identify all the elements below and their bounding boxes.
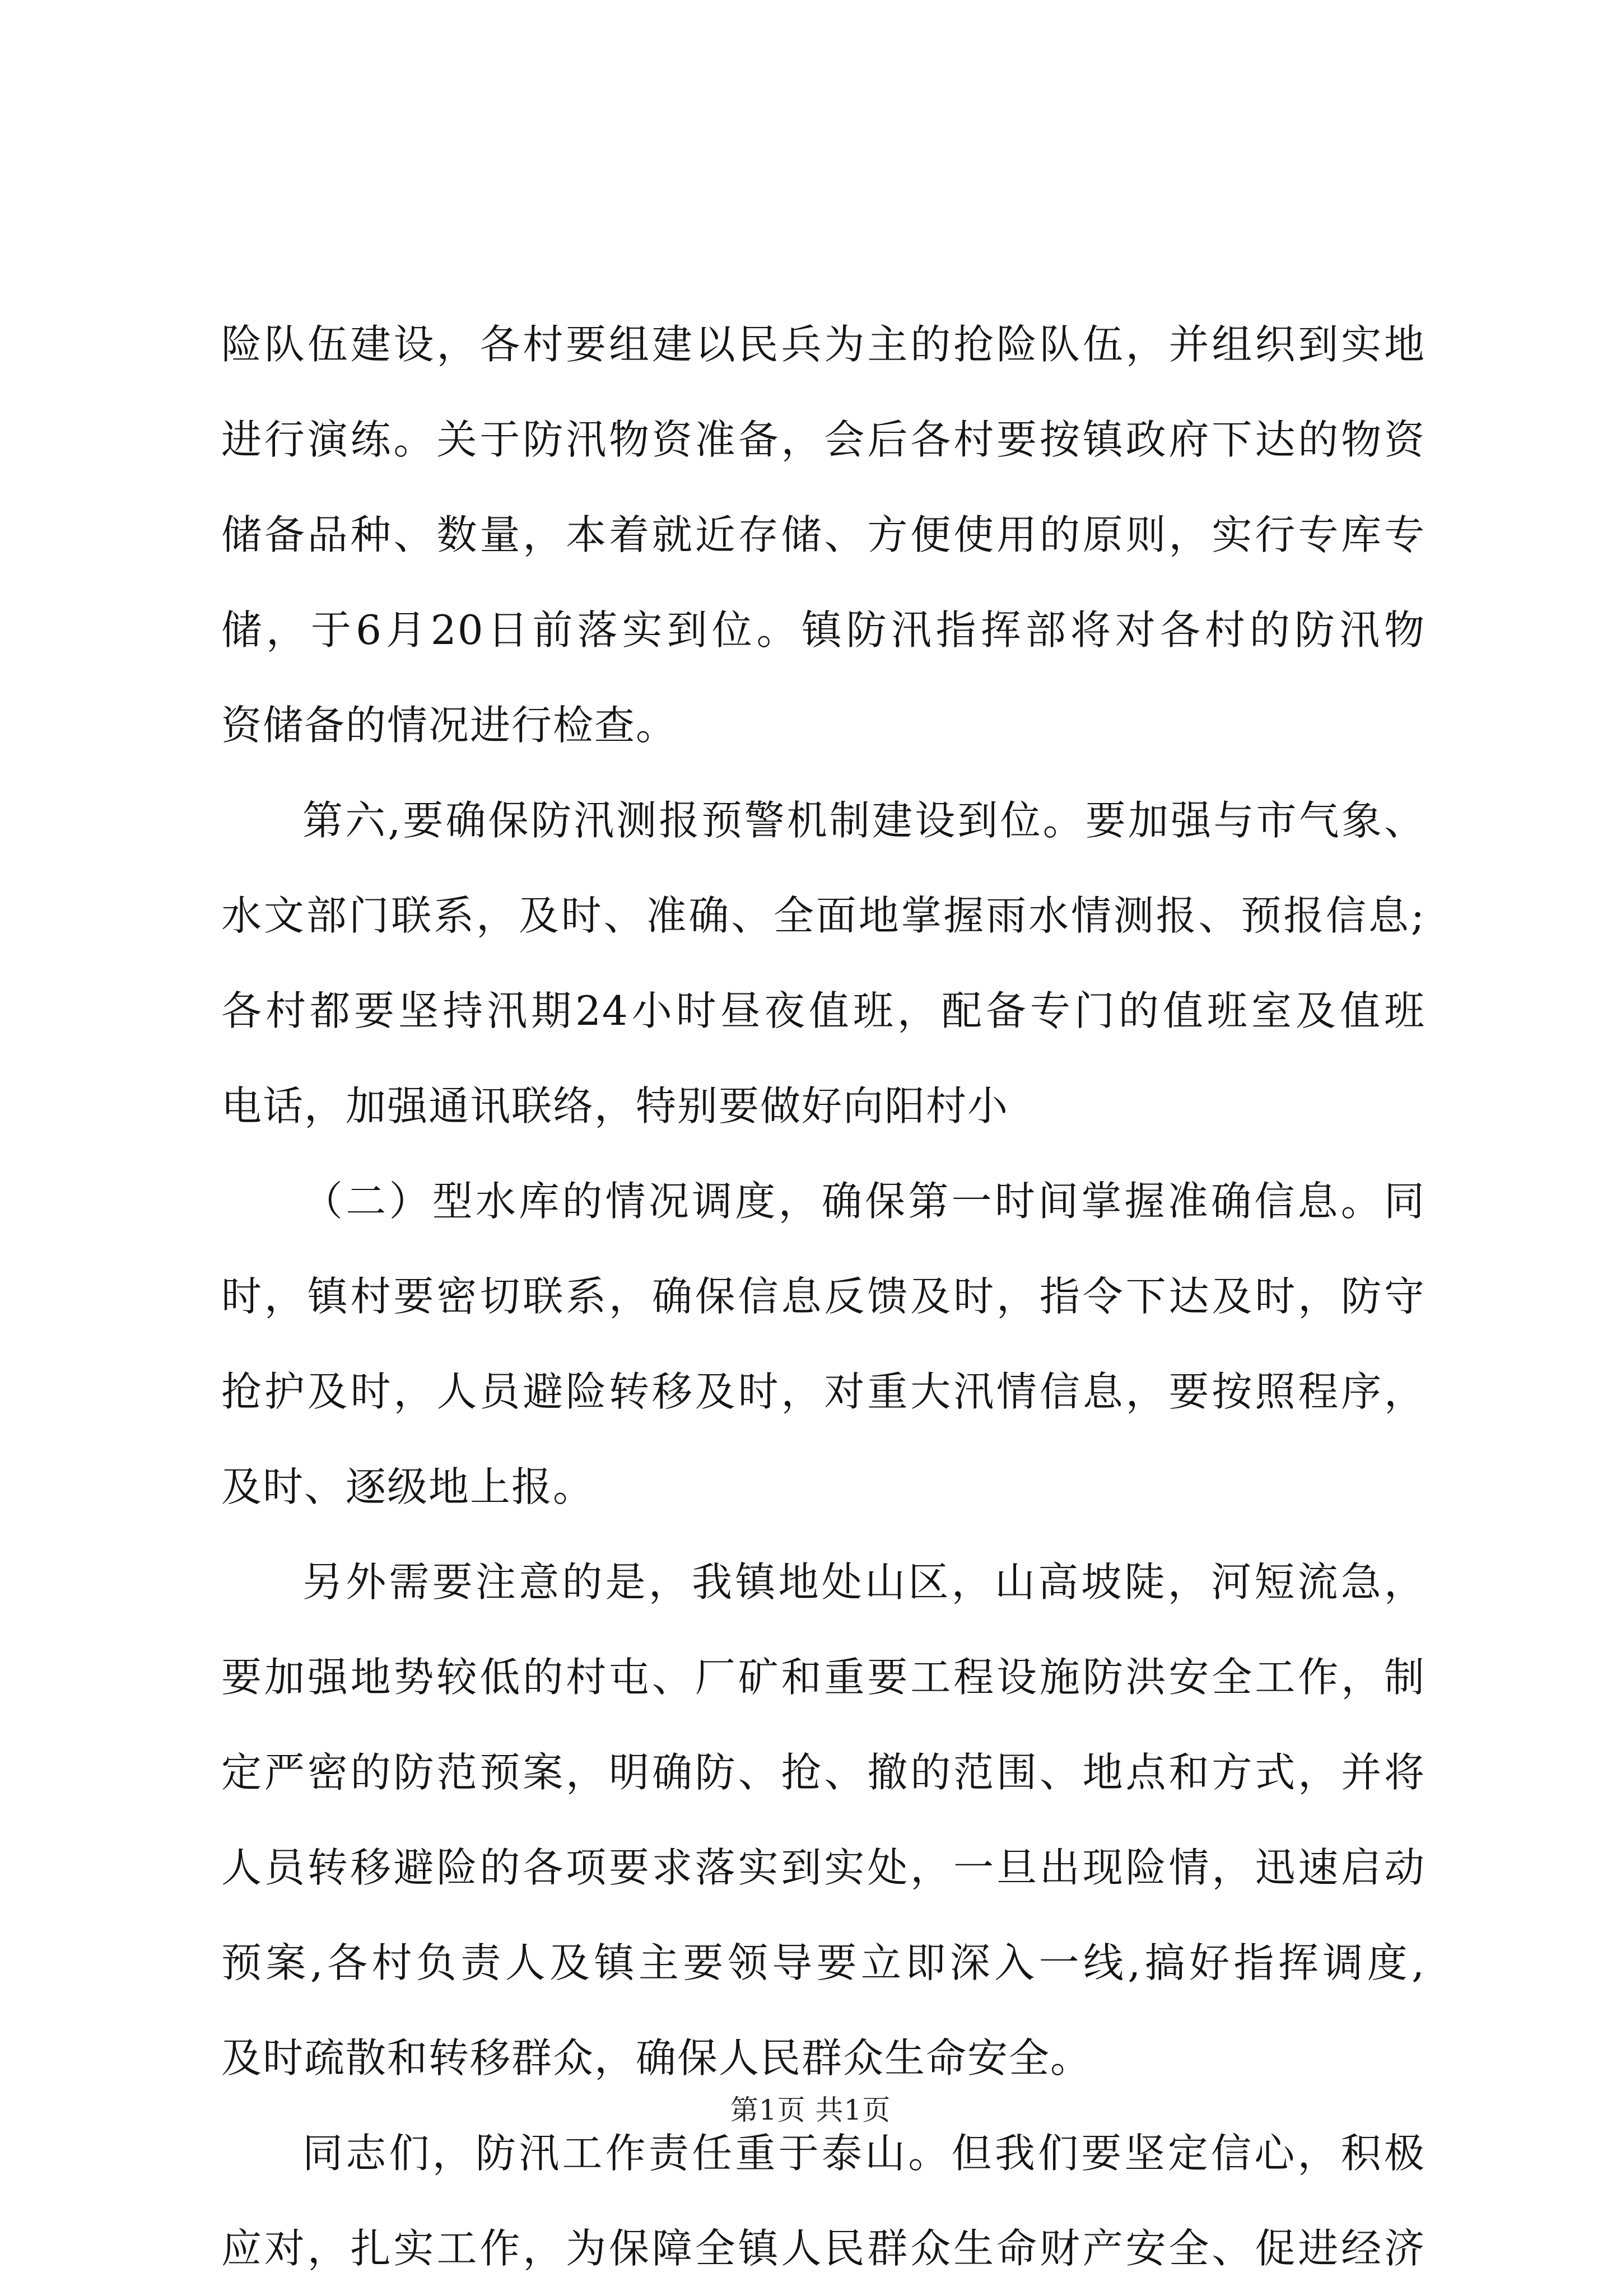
paragraph-line: 储备品种、数量，本着就近存储、方便使用的原则，实行专库专 bbox=[221, 511, 1426, 558]
paragraph-line: 险队伍建设，各村要组建以民兵为主的抢险队伍，并组织到实地 bbox=[221, 321, 1426, 368]
paragraph-line: 第六,要确保防汛测报预警机制建设到位。要加强与市气象、 bbox=[302, 797, 1426, 844]
paragraph-line: 定严密的防范预案，明确防、抢、撤的范围、地点和方式，并将 bbox=[221, 1749, 1426, 1796]
paragraph-line: 各村都要坚持汛期24小时昼夜值班，配备专门的值班室及值班 bbox=[221, 987, 1426, 1034]
paragraph-line: 人员转移避险的各项要求落实到实处，一旦出现险情，迅速启动 bbox=[221, 1844, 1426, 1891]
paragraph-line: 进行演练。关于防汛物资准备，会后各村要按镇政府下达的物资 bbox=[221, 416, 1426, 463]
paragraph-line: 同志们，防汛工作责任重于泰山。但我们要坚定信心，积极 bbox=[302, 2130, 1426, 2177]
paragraph-line: 资储备的情况进行检查。 bbox=[221, 702, 678, 749]
paragraph-line: 储，于6月20日前落实到位。镇防汛指挥部将对各村的防汛物 bbox=[221, 606, 1426, 654]
paragraph-line: 预案,各村负责人及镇主要领导要立即深入一线,搞好指挥调度, bbox=[221, 1939, 1426, 1986]
document-body bbox=[221, 297, 1426, 2296]
paragraph-line: 抢护及时，人员避险转移及时，对重大汛情信息，要按照程序， bbox=[221, 1368, 1426, 1415]
paragraph-line: （二）型水库的情况调度，确保第一时间掌握准确信息。同 bbox=[302, 1178, 1426, 1225]
paragraph-line: 电话，加强通讯联络，特别要做好向阳村小 bbox=[221, 1082, 1009, 1130]
page-footer: 第1页 共1页 bbox=[730, 2094, 891, 2126]
paragraph-line: 及时疏散和转移群众，确保人民群众生命安全。 bbox=[221, 2034, 1092, 2082]
paragraph-line: 时，镇村要密切联系，确保信息反馈及时，指令下达及时，防守 bbox=[221, 1273, 1426, 1320]
paragraph-line: 应对，扎实工作，为保障全镇人民群众生命财产安全、促进经济 bbox=[221, 2225, 1426, 2272]
paragraph-line: 水文部门联系，及时、准确、全面地掌握雨水情测报、预报信息; bbox=[221, 892, 1426, 939]
paragraph-line: 另外需要注意的是，我镇地处山区，山高坡陡，河短流急， bbox=[302, 1558, 1426, 1606]
paragraph-line: 要加强地势较低的村屯、厂矿和重要工程设施防洪安全工作，制 bbox=[221, 1654, 1426, 1701]
paragraph-line: 及时、逐级地上报。 bbox=[221, 1463, 595, 1510]
